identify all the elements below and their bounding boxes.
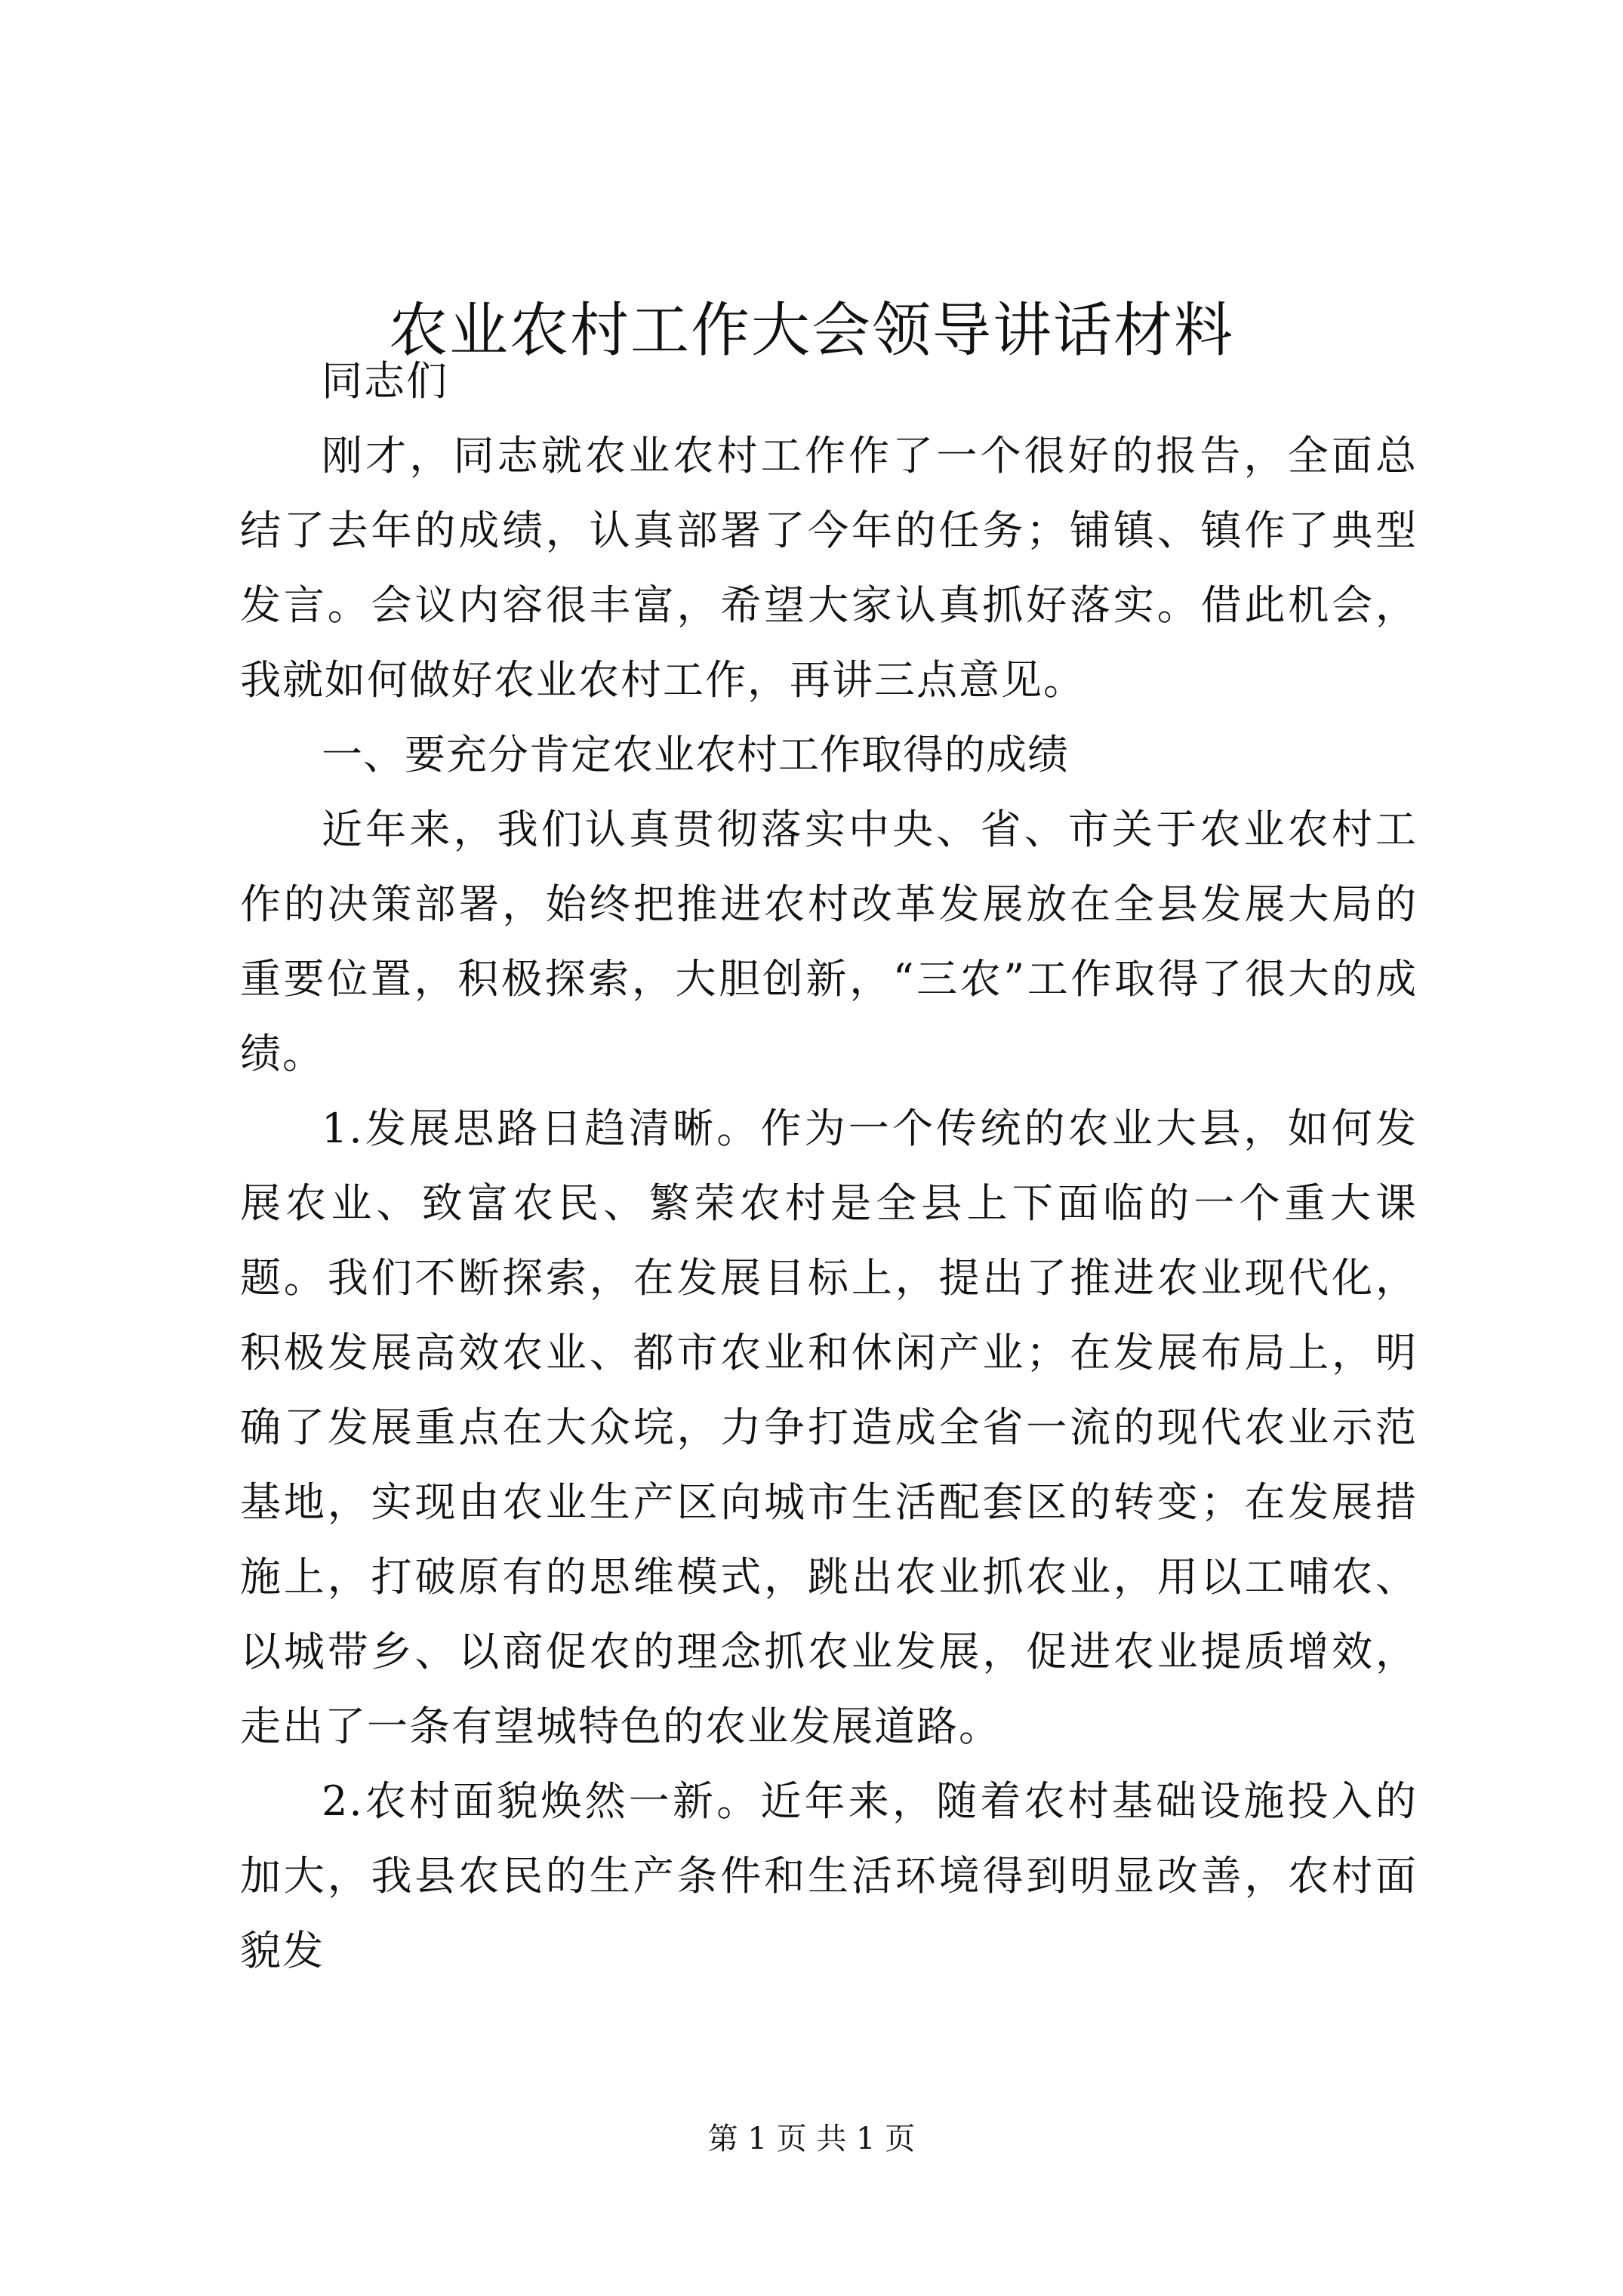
document-title: 农业农村工作大会领导讲话材料 bbox=[388, 297, 1234, 365]
section-heading-1: 一、要充分肯定农业农村工作取得的成绩 bbox=[322, 731, 1069, 778]
document-body bbox=[240, 344, 1418, 1988]
paragraph-point-1: 1.发展思路日趋清晰。作为一个传统的农业大县，如何发展农业、致富农民、繁荣农村是全县上下面临的一个重大课题。我们不断探索，在发展目标上，提出了推进农业现代化，积极发展高效农业、都市农业和休闲产业；在发展布局上，明确了发展重点在大众垸，力争打造成全省一流的现代农业示范基地，实现由农业生产区向城市生活配套区的转变；在发展措施上，打破原有的思维模式，跳出农业抓农业，用以工哺农、以城带乡、以商促农的理念抓农业发展，促进农业提质增效，走出了一条有望城特色的农业发展道路。 bbox=[240, 1105, 1418, 1750]
salutation: 同志们 bbox=[322, 357, 448, 405]
paragraph-achievements: 近年来，我们认真贯彻落实中央、省、市关于农业农村工作的决策部署，始终把推进农村改革发展放在全县发展大局的重要位置，积极探索，大胆创新，“三农”工作取得了很大的成绩。 bbox=[240, 806, 1418, 1077]
paragraph-point-2: 2.农村面貌焕然一新。近年来，随着农村基础设施投入的加大，我县农民的生产条件和生活环境得到明显改善，农村面貌发 bbox=[240, 1777, 1418, 1974]
paragraph-intro: 刚才，同志就农业农村工作作了一个很好的报告，全面总结了去年的成绩，认真部署了今年的任务；铺镇、镇作了典型发言。会议内容很丰富，希望大家认真抓好落实。借此机会，我就如何做好农业农村工作，再讲三点意见。 bbox=[240, 432, 1418, 704]
page-footer: 第 1 页 共 1 页 bbox=[707, 2122, 916, 2156]
